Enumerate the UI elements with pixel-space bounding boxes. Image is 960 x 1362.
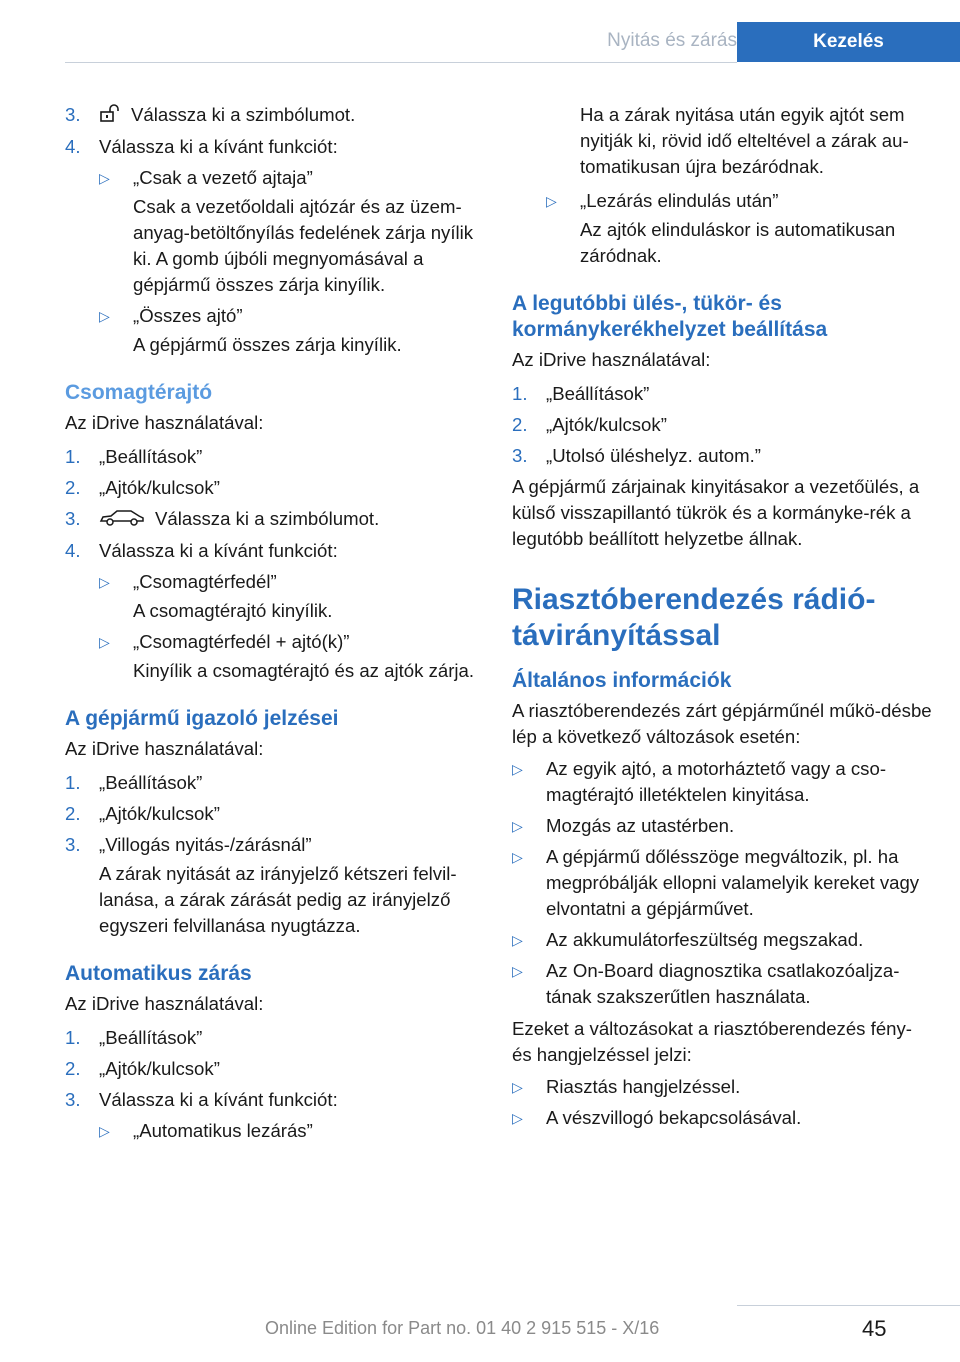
list-text: Válassza ki a szimbólumot. xyxy=(131,104,356,125)
list-number: 3. xyxy=(65,104,81,125)
list-text: „Beállítások” xyxy=(99,446,203,468)
triangle-bullet-icon: ▷ xyxy=(512,963,523,979)
bullet-text: Mozgás az utastérben. xyxy=(546,815,735,836)
intro-text: Az iDrive használatával: xyxy=(65,412,264,434)
option-title: „Összes ajtó” xyxy=(133,305,243,327)
option-title: „Csomagtérfedél” xyxy=(133,571,277,593)
bullet-item xyxy=(512,813,932,839)
option-title: „Csomagtérfedél + ajtó(k)” xyxy=(133,631,350,653)
list-number: 3. xyxy=(512,445,528,466)
list-text: Válassza ki a kívánt funkciót: xyxy=(99,540,338,562)
bullet-item xyxy=(512,1105,932,1131)
unlock-icon xyxy=(99,103,121,129)
list-item xyxy=(65,475,485,501)
list-item xyxy=(65,444,485,470)
edition-note: Online Edition for Part no. 01 40 2 915 515 - X/16 xyxy=(265,1318,660,1338)
triangle-bullet-icon: ▷ xyxy=(99,308,110,325)
option-description: Kinyílik a csomagtérajtó és az ajtók zárja. xyxy=(133,660,475,682)
list-text: „Ajtók/kulcsok” xyxy=(99,1058,220,1080)
list-item xyxy=(65,801,485,827)
bullet-item xyxy=(512,1074,932,1100)
option-description: Ha a zárak nyitása után egyik ajtót sem nyitják ki, rövid idő elteltével a zárak au-tomatikusan újra bezáródnak. xyxy=(580,104,909,177)
list-item xyxy=(65,134,485,160)
option-description: Az ajtók elinduláskor is automatikusan záródnak. xyxy=(580,219,896,266)
triangle-bullet-icon: ▷ xyxy=(512,849,523,865)
list-number: 2. xyxy=(512,414,528,435)
list-text: „Beállítások” xyxy=(99,772,203,794)
list-item xyxy=(65,1087,485,1113)
option-description: Csak a vezetőoldali ajtózár és az üzem-anyag-betöltőnyílás fedelének zárja nyílik ki. A gomb újbóli megnyomásával a gépjármű összes zárja kinyílik. xyxy=(133,196,474,296)
list-number: 1. xyxy=(65,1027,81,1049)
list-item xyxy=(65,1056,485,1082)
list-number: 3. xyxy=(65,834,81,856)
list-number: 2. xyxy=(65,477,81,499)
list-text: „Villogás nyitás-/zárásnál” xyxy=(99,834,312,856)
option-item xyxy=(99,303,485,358)
bullet-text: A gépjármű dőlésszöge megváltozik, pl. ha megpróbálják ellopni valamelyik kereket vagy elvontatni a gépjárművet. xyxy=(546,846,920,919)
list-item xyxy=(512,443,932,469)
intro-text: Az iDrive használatával: xyxy=(65,993,264,1015)
option-item xyxy=(99,629,485,684)
list-number: 1. xyxy=(65,446,81,468)
triangle-bullet-icon: ▷ xyxy=(546,193,557,209)
list-number: 3. xyxy=(65,1089,81,1111)
page-number: 45 xyxy=(862,1316,887,1341)
chapter-tab: Kezelés xyxy=(737,22,960,62)
bullet-item xyxy=(512,756,932,808)
option-title: „Automatikus lezárás” xyxy=(133,1120,313,1142)
bullet-text: Az egyik ajtó, a motorháztető vagy a cso-magtérajtó illetéktelen kinyitása. xyxy=(546,758,887,805)
list-text: Válassza ki a szimbólumot. xyxy=(155,508,380,530)
option-title: „Lezárás elindulás után” xyxy=(580,190,779,211)
list-item xyxy=(65,832,485,939)
section-title: Nyitás és zárás xyxy=(607,30,737,51)
list-text: Válassza ki a kívánt funkciót: xyxy=(99,1089,338,1111)
bullet-text: Az akkumulátorfeszültség megszakad. xyxy=(546,929,864,950)
list-number: 4. xyxy=(65,136,81,158)
list-item xyxy=(65,506,485,533)
list-number: 3. xyxy=(65,508,81,530)
section-heading: Csomagtérajtó xyxy=(65,381,213,405)
triangle-bullet-icon: ▷ xyxy=(99,170,110,187)
list-item xyxy=(512,381,932,407)
option-item xyxy=(99,1118,485,1144)
option-title: „Csak a vezető ajtaja” xyxy=(133,167,313,189)
intro-text: Az iDrive használatával: xyxy=(65,738,264,760)
section-heading: Automatikus zárás xyxy=(65,962,252,986)
intro-text: Az iDrive használatával: xyxy=(512,349,711,370)
triangle-bullet-icon: ▷ xyxy=(99,634,110,651)
option-description: A gépjármű összes zárja kinyílik. xyxy=(133,334,402,356)
option-description: A csomagtérajtó kinyílik. xyxy=(133,600,333,622)
list-text: Válassza ki a kívánt funkciót: xyxy=(99,136,338,158)
list-text: „Ajtók/kulcsok” xyxy=(99,803,220,825)
bullet-item xyxy=(512,927,932,953)
left-column xyxy=(65,102,485,1149)
chapter-heading: Riasztóberendezés rádió-távirányítással xyxy=(512,583,876,652)
option-item xyxy=(546,188,932,269)
list-text: „Beállítások” xyxy=(546,383,650,404)
body-text: A gépjármű zárjainak kinyitásakor a vezetőülés, a külső visszapillantó tükrök és a kormányke-rék a legutóbb beállított helyzetbe állnak. xyxy=(512,476,920,549)
car-trunk-icon xyxy=(99,507,145,533)
intro-text: A riasztóberendezés zárt gépjárműnél műkö-désbe lép a következő változások esetén: xyxy=(512,700,932,747)
section-heading: A gépjármű igazoló jelzései xyxy=(65,707,339,731)
list-item xyxy=(65,538,485,564)
triangle-bullet-icon: ▷ xyxy=(512,1110,523,1126)
list-number: 1. xyxy=(512,383,528,404)
list-item xyxy=(512,412,932,438)
option-item xyxy=(99,569,485,624)
bullet-text: Riasztás hangjelzéssel. xyxy=(546,1076,741,1097)
bullet-text: A vészvillogó bekapcsolásával. xyxy=(546,1107,802,1128)
header-rule xyxy=(65,62,737,63)
option-item xyxy=(99,165,485,298)
right-column xyxy=(512,102,932,1136)
list-text: „Beállítások” xyxy=(99,1027,203,1049)
list-item xyxy=(65,102,485,129)
list-item xyxy=(65,770,485,796)
bullet-item xyxy=(512,844,932,922)
bullet-item xyxy=(512,958,932,1010)
triangle-bullet-icon: ▷ xyxy=(512,818,523,834)
triangle-bullet-icon: ▷ xyxy=(512,932,523,948)
item-description: A zárak nyitását az irányjelző kétszeri felvil-lanása, a zárak zárását pedig az irányjelző egyszeri felvillanása nyugtázza. xyxy=(99,863,457,937)
triangle-bullet-icon: ▷ xyxy=(99,1123,110,1140)
triangle-bullet-icon: ▷ xyxy=(512,761,523,777)
list-item xyxy=(65,1025,485,1051)
body-text: Ezeket a változásokat a riasztóberendezés fény- és hangjelzéssel jelzi: xyxy=(512,1018,912,1065)
footer-rule xyxy=(737,1305,960,1306)
bullet-text: Az On-Board diagnosztika csatlakozóaljza-tának szakszerűtlen használata. xyxy=(546,960,900,1007)
triangle-bullet-icon: ▷ xyxy=(99,574,110,591)
triangle-bullet-icon: ▷ xyxy=(512,1079,523,1095)
list-number: 2. xyxy=(65,1058,81,1080)
page-header xyxy=(0,22,960,62)
list-text: „Ajtók/kulcsok” xyxy=(99,477,220,499)
list-number: 2. xyxy=(65,803,81,825)
section-heading: Általános információk xyxy=(512,669,732,692)
list-text: „Utolsó üléshelyz. autom.” xyxy=(546,445,761,466)
list-number: 1. xyxy=(65,772,81,794)
section-heading: A legutóbbi ülés-, tükör- és kormánykerékhelyzet beállítása xyxy=(512,292,828,341)
list-number: 4. xyxy=(65,540,81,562)
list-text: „Ajtók/kulcsok” xyxy=(546,414,667,435)
